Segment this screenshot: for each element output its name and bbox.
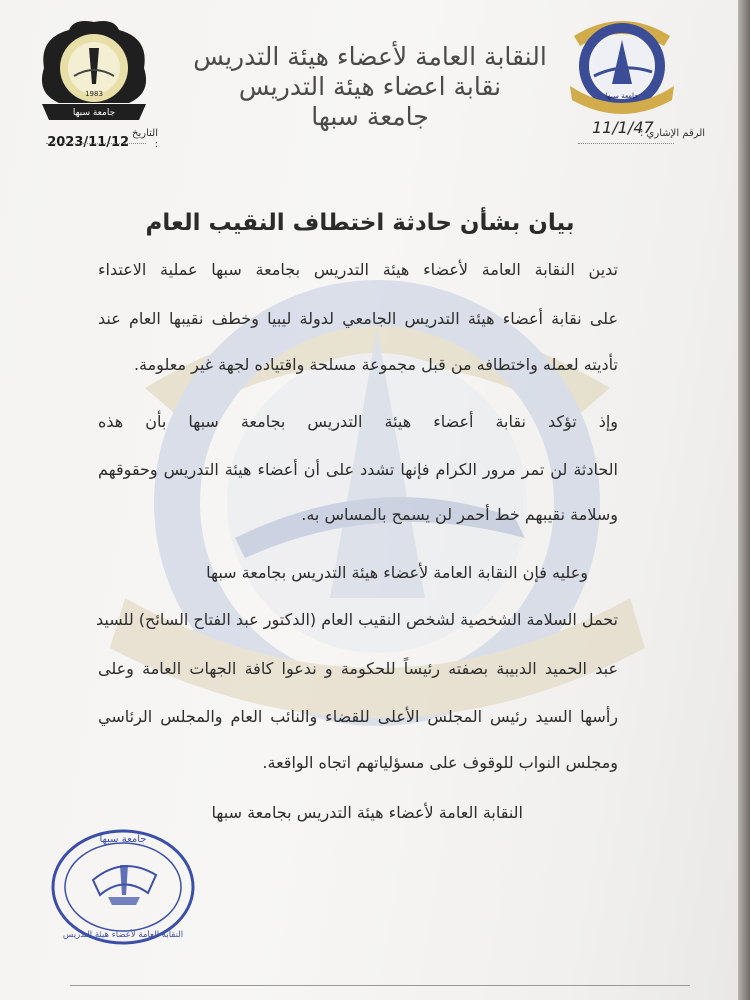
university-logo-year: 1983 bbox=[85, 90, 103, 98]
paragraph-3-line-2: تحمل السلامة الشخصية لشخص النقيب العام (الدكتور عبد الفتاح السائح) للسيد bbox=[96, 610, 618, 629]
reference-dotted-line bbox=[578, 143, 674, 144]
header-line-university: جامعة سبها bbox=[311, 102, 429, 131]
statement-title: بيان بشأن حادثة اختطاف النقيب العام bbox=[145, 210, 575, 236]
signature-line: النقابة العامة لأعضاء هيئة التدريس بجامعة سبها bbox=[211, 803, 523, 822]
date-dotted-line bbox=[46, 143, 146, 144]
paragraph-1-line-1: تدين النقابة العامة لأعضاء هيئة التدريس بجامعة سبها عملية الاعتداء bbox=[98, 260, 618, 279]
paragraph-3-line-4: رأسها السيد رئيس المجلس الأعلى للقضاء والنائب العام والمجلس الرئاسي bbox=[98, 707, 618, 726]
page-edge-shadow bbox=[738, 0, 750, 1000]
reference-number-value: 11/1/47 bbox=[592, 118, 654, 137]
reference-number-label: الرقم الإشاري : bbox=[640, 128, 706, 139]
university-logo-caption: جامعة سبها bbox=[72, 108, 116, 118]
university-logo-icon bbox=[34, 18, 154, 128]
stamp-top-text: جامعة سبها bbox=[99, 834, 147, 845]
paragraph-3-line-1: وعليه فإن النقابة العامة لأعضاء هيئة التدريس بجامعة سبها bbox=[206, 563, 588, 582]
union-logo-icon bbox=[568, 16, 676, 116]
footer-rule bbox=[70, 985, 690, 986]
official-stamp-icon bbox=[48, 825, 198, 950]
header-line-syndicate: نقابة اعضاء هيئة التدريس bbox=[238, 72, 502, 101]
union-logo-caption: جامعة سبها bbox=[605, 92, 639, 100]
paragraph-1-line-3: تأديته لعمله واختطافه من قبل مجموعة مسلحة واقتياده لجهة غير معلومة. bbox=[133, 355, 618, 374]
paragraph-3-line-3: عبد الحميد الدبيبة بصفته رئيساً للحكومة و ندعوا كافة الجهات العامة وعلى bbox=[98, 659, 618, 678]
paragraph-3-line-5: ومجلس النواب للوقوف على مسؤلياتهم اتجاه الواقعة. bbox=[262, 753, 618, 772]
paragraph-1-line-2: على نقابة أعضاء هيئة التدريس الجامعي لدولة ليبيا وخطف نقيبها العام عند bbox=[98, 309, 618, 328]
date-value: 2023/11/12 bbox=[47, 135, 130, 150]
paragraph-2-line-2: الحادثة لن تمر مرور الكرام فإنها تشدد على أن أعضاء هيئة التدريس وحقوقهم bbox=[98, 460, 618, 479]
paragraph-2-line-1: وإذ تؤكد نقابة أعضاء هيئة التدريس بجامعة سبها بأن هذه bbox=[98, 412, 618, 431]
stamp-bottom-text: النقابة العامة لأعضاء هيئة التدريس bbox=[62, 930, 184, 940]
date-field bbox=[48, 128, 158, 150]
date-label: التاريخ : bbox=[132, 128, 158, 150]
header-line-union: النقابة العامة لأعضاء هيئة التدريس bbox=[193, 42, 547, 71]
paragraph-2-line-3: وسلامة نقيبهم خط أحمر لن يسمح بالمساس به. bbox=[301, 505, 618, 524]
